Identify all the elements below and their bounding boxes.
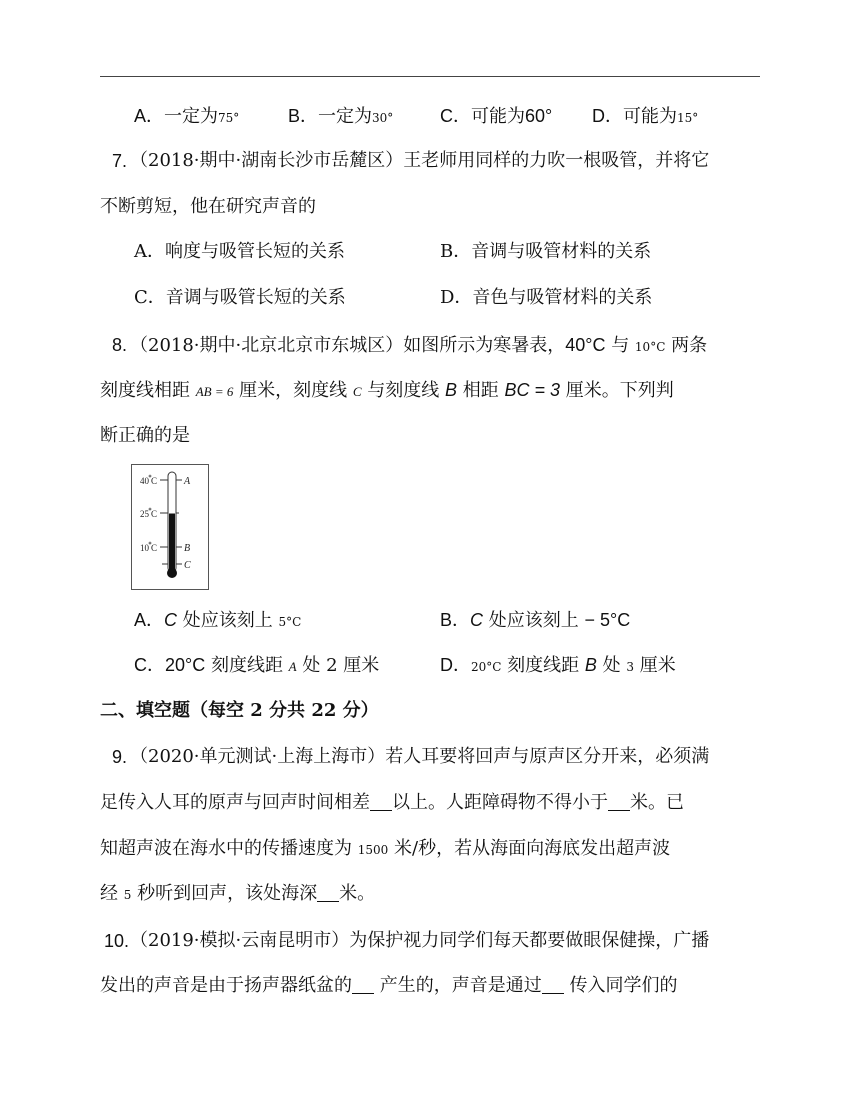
q9-line2-text2: 以上。人距障碍物不得小于: [392, 792, 608, 813]
label-10: 10: [140, 543, 149, 553]
q6-c-text: 可能为: [471, 106, 525, 127]
q7-option-d: D．音色与吸管材料的关系: [440, 287, 653, 308]
q10-stem-line2: [100, 974, 677, 998]
q9-stem-line1: （2020·单元测试·上海上海市）若人耳要将回声与原声区分开来，必须满: [130, 746, 710, 767]
q10-blank-2[interactable]: [542, 977, 564, 994]
q8-d-num: 3: [626, 660, 635, 674]
q8-option-b: [440, 608, 630, 633]
q6-b-value: 30°: [372, 111, 394, 125]
q8-d-letter: D．: [440, 655, 471, 675]
mark-b: B: [184, 543, 191, 554]
q6-b-letter: B．: [288, 106, 319, 126]
q9-line3-end: 米/秒，若从海面向海底发出超声波: [388, 838, 671, 859]
q8-c-value: 20°C: [165, 655, 206, 675]
q8-mark-b-inline: B: [444, 380, 457, 400]
q7-option-c: C．音调与吸管长短的关系: [134, 287, 346, 308]
q9-blank-2[interactable]: [608, 794, 630, 811]
q9-stem-line4: [100, 882, 375, 907]
q6-option-c: [440, 104, 552, 129]
q7-stem-line1: （2018·期中·湖南长沙市岳麓区）王老师用同样的力吹一根吸管，并将它: [130, 150, 710, 171]
thermometer-liquid: [169, 514, 175, 573]
q8-number: 8.: [112, 335, 128, 355]
thermometer-figure: [131, 464, 209, 590]
q9-line4-text2: 秒听到回声，该处海深: [131, 883, 318, 904]
q10-blank-1[interactable]: [352, 977, 374, 994]
q8-temp-10: 10°C: [634, 340, 666, 354]
q6-d-value: 15°: [677, 111, 699, 125]
q7-option-a: A．响度与吸管长短的关系: [134, 241, 345, 262]
q8-a-value: 5°C: [278, 615, 302, 629]
q8-line2-text4: 相距: [456, 380, 505, 401]
q6-d-text: 可能为: [623, 106, 677, 127]
header-rule: [100, 76, 760, 77]
q8-b-value: − 5°C: [584, 610, 631, 630]
q8-c-text2: 处 2 厘米: [296, 655, 380, 676]
q9-line4-end: 米。: [339, 883, 376, 904]
q6-c-value: 60°: [525, 106, 553, 126]
q10-line2-text2: 产生的，声音是通过: [374, 975, 542, 996]
q6-option-a: [134, 104, 239, 130]
thermometer-bulb: [167, 568, 177, 578]
q10-line2-text: 发出的声音是由于扬声器纸盆的: [100, 975, 352, 996]
q8-c-letter: C．: [134, 655, 165, 675]
q6-d-letter: D．: [592, 106, 623, 126]
label-25-unit: C: [151, 509, 158, 519]
q7-number: 7.: [112, 151, 128, 171]
q9-number: 9.: [112, 747, 128, 767]
q6-a-letter: A．: [134, 106, 165, 126]
q8-line2-end: 厘米。下列判: [559, 380, 674, 401]
mark-c: C: [184, 560, 191, 571]
label-10-unit: C: [151, 543, 158, 553]
thermometer-svg: [132, 465, 208, 589]
q8-d-text: 刻度线距: [501, 655, 585, 676]
q7-stem-line2: 不断剪短，他在研究声音的: [100, 196, 316, 217]
q8-b-letter: B．: [440, 610, 471, 630]
q9-line4-text: 经: [100, 883, 124, 904]
q6-b-text: 一定为: [318, 106, 373, 127]
q8-line1-end: 两条: [665, 335, 708, 356]
q8-c-var: A: [288, 659, 297, 674]
q8-line2-text3: 与刻度线: [361, 380, 445, 401]
label-25: 25: [140, 509, 149, 519]
q9-speed-value: 1500: [357, 843, 389, 857]
q8-mark-c-inline: C: [352, 384, 362, 399]
q8-a-text: 处应该刻上: [177, 610, 279, 631]
q10-number: 10.: [104, 931, 130, 951]
q8-line2-text2: 厘米，刻度线: [233, 380, 353, 401]
q8-a-var: C: [164, 610, 178, 630]
q8-line1-text: （2018·期中·北京北京市东城区）如图所示为寒暑表，: [130, 335, 566, 356]
q8-d-value: 20°C: [471, 660, 502, 674]
q8-d-text2: 处: [596, 655, 627, 676]
q8-line2-text: 刻度线相距: [100, 380, 196, 401]
q8-b-text: 处应该刻上: [483, 610, 585, 631]
q9-line2-text: 足传入人耳的原声与回声时间相差: [100, 792, 370, 813]
q8-c-text: 刻度线距: [205, 655, 289, 676]
q8-stem-line1: [130, 333, 707, 359]
q10-stem-line1: （2019·模拟·云南昆明市）为保护视力同学们每天都要做眼保健操，广播: [130, 930, 710, 951]
mark-a: A: [184, 476, 191, 487]
q8-option-c: [134, 653, 379, 679]
q8-bc-length: BC = 3: [504, 380, 560, 400]
q9-stem-line2: [100, 791, 684, 815]
q9-blank-3[interactable]: [317, 885, 339, 902]
q6-a-value: 75°: [218, 111, 240, 125]
q7-option-b: B．音调与吸管材料的关系: [440, 241, 652, 262]
q8-option-a: [134, 608, 301, 634]
q9-stem-line3: [100, 837, 670, 862]
q8-temp-40: 40°C: [565, 335, 606, 355]
q9-line2-end: 米。已: [630, 792, 684, 813]
q8-stem-line3: 断正确的是: [100, 425, 190, 446]
q9-seconds-value: 5: [123, 888, 132, 902]
q8-ab-length: AB = 6: [195, 384, 234, 399]
q6-option-b: [288, 104, 393, 130]
q6-a-text: 一定为: [164, 106, 219, 127]
q8-line1-and: 与: [605, 335, 635, 356]
q10-line2-end: 传入同学们的: [563, 975, 678, 996]
q9-blank-1[interactable]: [370, 794, 392, 811]
q8-a-letter: A．: [134, 610, 165, 630]
q8-b-var: C: [470, 610, 484, 630]
label-40: 40: [140, 476, 149, 486]
q6-c-letter: C．: [440, 106, 471, 126]
q8-option-d: [440, 653, 676, 679]
q8-d-var: B: [584, 655, 597, 675]
label-40-unit: C: [151, 476, 158, 486]
q6-option-d: [592, 104, 698, 130]
q9-line3-text: 知超声波在海水中的传播速度为: [100, 838, 358, 859]
q8-d-text3: 厘米: [634, 655, 676, 676]
q8-stem-line2: [100, 378, 674, 404]
section-2-title: 二、填空题（每空 2 分共 22 分）: [100, 700, 379, 721]
